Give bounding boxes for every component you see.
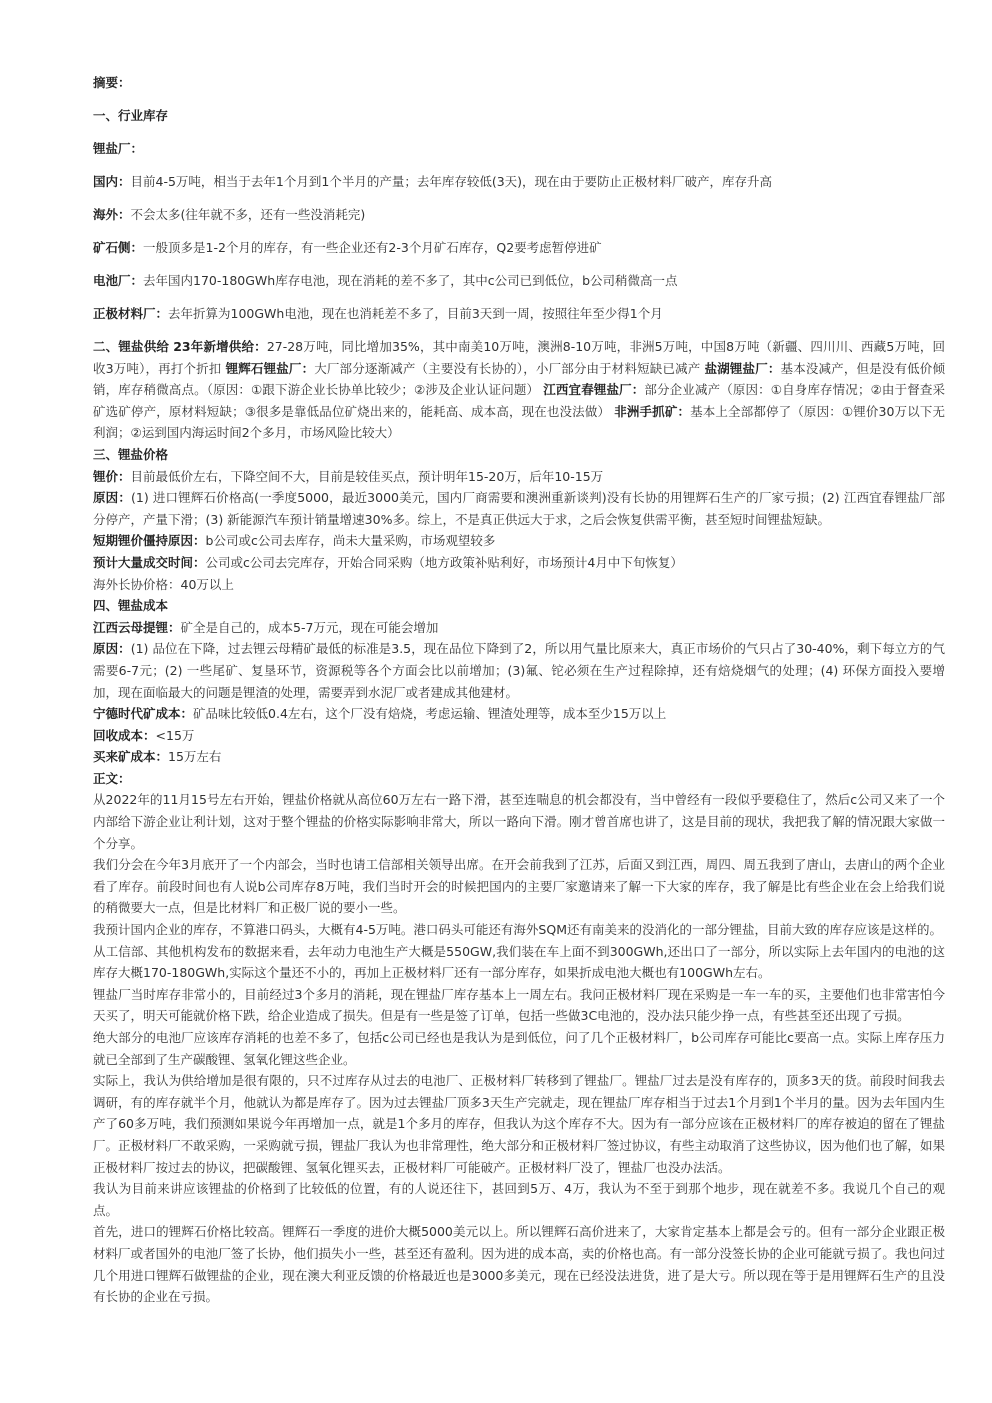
cathode-label: 正极材料厂： (93, 306, 169, 321)
ore-label: 矿石侧： (93, 240, 144, 255)
short-term-reason (93, 530, 945, 552)
summary-title: 摘要： (93, 75, 131, 90)
section-3-heading: 三、锂盐价格 (93, 446, 169, 462)
body-paragraph: 从工信部、其他机构发布的数据来看，去年动力电池生产大概是550GW,我们装在车上面不到300GWh,还出口了一部分，所以实际上去年国内的电池的这库存大概170-180GWh,实际这个量还不小的，再加上正极材料厂还有一部分库存，如果折成电池大概也有100GWh左右。 (93, 943, 945, 981)
overseas-price: 海外长协价格：40万以上 (93, 576, 234, 592)
price-text: 目前最低价左右，下降空间不大，目前是较佳买点，预计明年15-20万，后年10-15万 (130, 468, 604, 484)
jiangxi-text: 矿全是自己的，成本5-7万元，现在可能会增加 (180, 619, 439, 635)
brine-label: 盐湖锂盐厂： (704, 360, 781, 376)
lithium-plant-heading: 锂盐厂： (93, 141, 144, 156)
section-2-heading: 二、锂盐供给 (93, 339, 170, 354)
short-term-label: 短期锂价僵持原因： (93, 533, 206, 549)
price-label: 锂价： (93, 468, 131, 484)
yichun-label: 江西宜春锂盐厂： (543, 382, 645, 398)
body-title: 正文： (93, 770, 131, 786)
section-2-supply (93, 336, 945, 444)
body-paragraph: 实际上，我认为供给增加是很有限的，只不过库存从过去的电池厂、正极材料厂转移到了锂盐厂。锂盐厂过去是没有库存的，顶多3天的货。前段时间我去调研，有的库存就半个月，他就认为都是库存了。因为过去锂盐厂顶多3天生产完就走，现在锂盐厂库存相当于过去1个月到1个半月的量。因为去年国内生产了60多万吨，我们预测如果说今年再增加一点，就是1个多月的库存，但我认为这个库存不大。因为有一部分应该在正极材料厂的库存被迫的留在了锂盐厂。正极材料厂不敢采购，一采购就亏损，锂盐厂我认为也非常理性，绝大部分和正极材料厂签过协议，有些主动取消了这些协议，因为他们也了解，如果正极材料厂按过去的协议，把碳酸锂、氢氧化锂买去，正极材料厂可能破产。正极材料厂没了，锂盐厂也没办法活。 (93, 1073, 945, 1175)
catl-cost (93, 703, 945, 725)
domestic-inventory (93, 171, 945, 193)
battery-inventory (93, 270, 945, 292)
body-paragraph: 从2022年的11月15号左右开始，锂盐价格就从高位60万左右一路下滑，甚至连喘息的机会都没有，当中曾经有一段似乎要稳住了，然后c公司又来了一个内部给下游企业让利计划，这对于整个锂盐的价格实际影响非常大，所以一路向下滑。刚才曾首席也讲了，这是目前的现状，我把我了解的情况跟大家做一个分享。 (93, 792, 945, 851)
bought-text: 15万左右 (168, 749, 222, 765)
africa-label: 非洲手抓矿： (614, 403, 691, 419)
price-reason (93, 487, 945, 530)
recycle-text: <15万 (155, 727, 195, 743)
section-1-heading: 一、行业库存 (93, 108, 169, 123)
catl-label: 宁德时代矿成本： (93, 706, 194, 722)
new-supply-label: 23年新增供给： (173, 339, 267, 354)
recycle-label: 回收成本： (93, 727, 156, 743)
lithium-price (93, 466, 945, 488)
short-term-text: b公司或c公司去库存，尚未大量采购，市场观望较多 (205, 533, 496, 549)
bought-label: 买来矿成本： (93, 749, 169, 765)
price-reason-label: 原因： (93, 490, 131, 506)
body-paragraph: 绝大部分的电池厂应该库存消耗的也差不多了，包括c公司已经也是我认为是到低位，问了几个正极材料厂，b公司库存可能比c要高一点。实际上库存压力就已全部到了生产碳酸锂、氢氧化锂这些企业。 (93, 1030, 945, 1067)
deal-time (93, 552, 945, 574)
overseas-inventory (93, 204, 945, 226)
recycle-cost (93, 725, 945, 747)
brine-text: 基本没减产，但是没有低价倾销，库存稍微高点。（原因：①跟下游企业长协单比较少；②涉及企业认证问题） (93, 360, 945, 398)
africa-text: 基本上全部都停了（原因：①锂价30万以下无利润；②运到国内海运时间2个多月，市场风险比较大） (93, 403, 945, 441)
price-reason-text: (1) 进口锂辉石价格高(一季度5000，最近3000美元，国内厂商需要和澳洲重新谈判)没有长协的用锂辉石生产的厂家亏损；(2) 江西宜春锂盐厂部分停产，产量下滑；(3) 新能源汽车预计销量增速30%多。综上，不是真正供远大于求，之后会恢复供需平衡，甚至短时间锂盐短缺。 (93, 490, 945, 527)
body-paragraph: 首先，进口的锂辉石价格比较高。锂辉石一季度的进价大概5000美元以上。所以锂辉石高价进来了，大家肯定基本上都是会亏的。但有一部分企业跟正极材料厂或者国外的电池厂签了长协，他们损失小一些，甚至还有盈利。因为进的成本高，卖的价格也高。有一部分没签长协的企业可能就亏损了。我也问过几个用进口锂辉石做锂盐的企业，现在澳大利亚反馈的价格最近也是3000多美元，现在已经没法进货，进了是大亏。所以现在等于是用锂辉石生产的且没有长协的企业在亏损。 (93, 1224, 945, 1305)
domestic-text: 目前4-5万吨，相当于去年1个月到1个半月的产量；去年库存较低(3天)，现在由于要防止正极材料厂破产，库存升高 (130, 174, 773, 189)
battery-label: 电池厂： (93, 273, 144, 288)
catl-text: 矿品味比较低0.4左右，这个厂没有焙烧，考虑运输、锂渣处理等，成本至少15万以上 (193, 706, 667, 722)
spodumene-text: 大厂部分逐渐减产（主要没有长协的），小厂部分由于材料短缺已减产 (314, 360, 701, 376)
overseas-text: 不会太多(往年就不多，还有一些没消耗完) (130, 207, 366, 222)
ore-inventory (93, 237, 945, 259)
body-paragraph: 锂盐厂当时库存非常小的，目前经过3个多月的消耗，现在锂盐厂库存基本上一周左右。我问正极材料厂现在采购是一车一车的买，主要他们也非常害怕今天买了，明天可能就价格下跌，给企业造成了损失。但是有一些是签了订单，包括一些做3C电池的，没办法只能少挣一点，有些甚至还出现了亏损。 (93, 986, 945, 1024)
body-paragraph: 我认为目前来讲应该锂盐的价格到了比较低的位置，有的人说还往下，甚回到5万、4万，我认为不至于到那个地步，现在就差不多。我说几个自己的观点。 (93, 1181, 945, 1218)
bought-cost (93, 746, 945, 768)
section-4-heading: 四、锂盐成本 (93, 598, 169, 614)
jiangxi-cost (93, 617, 945, 639)
deal-time-text: 公司或c公司去完库存，开始合同采购（地方政策补贴利好，市场预计4月中下旬恢复） (205, 554, 683, 570)
cost-reason-text: (1) 品位在下降，过去锂云母精矿最低的标准是3.5，现在品位下降到了2，所以用气量比原来大，真正市场价的气只占了30-40%，剩下每立方的气需要6-7元；(2) 一些尾矿、复垦环节，资源税等各个方面会比以前增加；(3)氟、铊必须在生产过程除掉，还有焙烧烟气的处理；(4) 环保方面投入要增加，现在面临最大的问题是锂渣的处理，需要弄到水泥厂或者建成其他建材。 (93, 641, 945, 700)
deal-time-label: 预计大量成交时间： (93, 554, 206, 570)
new-supply-text: 27-28万吨，同比增加35%，其中南美10万吨，澳洲8-10万吨，非洲5万吨，中国8万吨（新疆、四川川、西藏5万吨，回收3万吨），再打个折扣 (93, 339, 945, 376)
body-paragraph: 我预计国内企业的库存，不算港口码头，大概有4-5万吨。港口码头可能还有海外SQM还有南美来的没消化的一部分锂盐，目前大致的库存应该是这样的。 (93, 922, 942, 938)
battery-text: 去年国内170-180GWh库存电池，现在消耗的差不多了，其中c公司已到低位，b公司稍微高一点 (143, 273, 678, 288)
jiangxi-label: 江西云母提锂： (93, 619, 181, 635)
yichun-text: 部分企业减产（原因：①自身库存情况；②由于督查采矿选矿停产，原材料短缺；③很多是靠低品位矿烧出来的，能耗高、成本高，现在也没法做） (93, 382, 945, 419)
spodumene-label: 锂辉石锂盐厂： (225, 360, 315, 376)
ore-text: 一般顶多是1-2个月的库存，有一些企业还有2-3个月矿石库存，Q2要考虑暂停进矿 (143, 240, 602, 255)
domestic-label: 国内： (93, 174, 131, 189)
body-paragraph: 我们分会在今年3月底开了一个内部会，当时也请工信部相关领导出席。在开会前我到了江苏，后面又到江西，周四、周五我到了唐山，去唐山的两个企业看了库存。前段时间也有人说b公司库存8万吨，我们当时开会的时候把国内的主要厂家邀请来了解一下大家的库存，我了解是比有些企业在会上给我们说的稍微要大一点，但是比材料厂和正极厂说的要小一些。 (93, 857, 945, 916)
cost-reason (93, 638, 945, 703)
cost-reason-label: 原因： (93, 641, 131, 657)
cathode-text: 去年折算为100GWh电池，现在也消耗差不多了，目前3天到一周，按照往年至少得1个月 (168, 306, 663, 321)
cathode-inventory (93, 303, 945, 325)
overseas-label: 海外： (93, 207, 131, 222)
document-page (93, 72, 945, 1308)
